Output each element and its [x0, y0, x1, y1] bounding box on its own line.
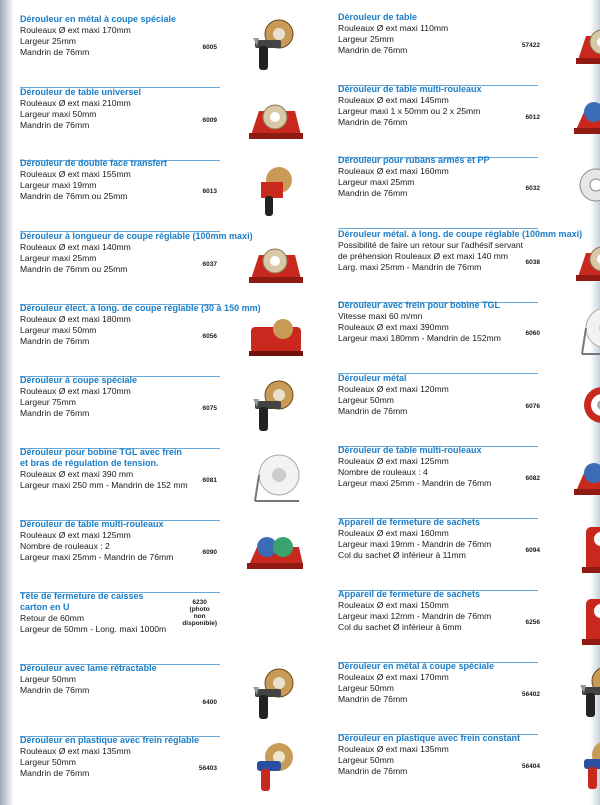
product-entry	[20, 14, 265, 90]
product-title: Dérouleur à coupe spéciale	[20, 375, 138, 385]
product-spec: Mandrin de 76mm	[20, 408, 90, 418]
product-reference-line: 6038	[525, 259, 540, 266]
product-reference	[522, 42, 540, 49]
product-spec: Largeur 50mm	[338, 755, 394, 765]
product-reference	[203, 117, 217, 124]
product-spec: de préhension Rouleaux Ø ext maxi 140 mm	[338, 251, 509, 261]
product-reference-line: 56403	[198, 765, 217, 772]
product-spec: Mandrin de 76mm	[20, 685, 90, 695]
product-reference-line: non	[193, 613, 206, 620]
product-spec: Mandrin de 76mm	[338, 45, 408, 55]
product-spec: Vitesse maxi 60 m/mn	[338, 311, 423, 321]
product-spec: Rouleaux Ø ext maxi 110mm	[338, 23, 449, 33]
product-spec: Nombre de rouleaux : 4	[338, 467, 428, 477]
product-spec: Rouleaux Ø ext maxi 180mm	[20, 314, 131, 324]
product-spec: Rouleaux Ø ext maxi 170mm	[338, 672, 449, 682]
product-spec: Mandrin de 76mm	[338, 188, 408, 198]
pistol-dispenser-icon	[572, 663, 600, 725]
product-spec: Rouleaux Ø ext maxi 170mm	[20, 386, 131, 396]
product-title: Dérouleur en plastique avec frein constant	[338, 733, 521, 743]
product-reference-line: 6230	[192, 599, 207, 606]
product-spec: Nombre de rouleaux : 2	[20, 541, 110, 551]
product-entry	[20, 375, 265, 451]
product-title: carton en U	[20, 602, 70, 612]
product-entry	[338, 733, 588, 805]
bag-sealer-icon	[572, 591, 600, 653]
product-spec: Largeur maxi 25mm - Mandrin de 76mm	[338, 478, 492, 488]
product-reference-line: 6012	[525, 114, 540, 121]
product-spec: Rouleaux Ø ext maxi 140mm	[20, 242, 131, 252]
product-entry	[20, 519, 265, 595]
table-dispenser-icon	[572, 14, 600, 76]
product-spec: Rouleaux Ø ext maxi 210mm	[20, 98, 131, 108]
product-reference-line: 6060	[525, 330, 540, 337]
product-spec: Largeur maxi 25mm	[20, 253, 97, 263]
product-entry	[338, 229, 588, 305]
product-spec: Mandrin de 76mm	[20, 120, 90, 130]
product-spec: Mandrin de 76mm	[20, 47, 90, 57]
product-spec: Largeur maxi 50mm	[20, 325, 97, 335]
product-entry	[20, 663, 265, 739]
product-reference-line: 6005	[202, 44, 217, 51]
product-reference-line: 6009	[202, 117, 217, 124]
product-spec: Largeur maxi 1 x 50mm ou 2 x 25mm	[338, 106, 481, 116]
product-title: Dérouleur de table multi-rouleaux	[338, 445, 482, 455]
product-spec: Rouleaux Ø ext maxi 135mm	[338, 744, 449, 754]
product-spec: Mandrin de 76mm	[338, 117, 408, 127]
multi-roll-dispenser-icon	[245, 521, 307, 583]
plastic-dispenser-icon	[245, 737, 307, 799]
product-spec: Possibilité de faire un retour sur l'adhésif servant	[338, 240, 524, 250]
product-title: Dérouleur de table multi-rouleaux	[20, 519, 164, 529]
product-spec: Col du sachet Ø inférieur à 11mm	[338, 550, 466, 560]
product-spec: Rouleaux Ø ext maxi 390 mm	[20, 469, 134, 479]
metal-dispenser-icon	[572, 375, 600, 437]
product-title: Dérouleur en plastique avec frein réglable	[20, 735, 200, 745]
product-spec: Largeur maxi 12mm - Mandrin de 76mm	[338, 611, 492, 621]
product-spec: Rouleaux Ø ext maxi 160mm	[338, 528, 449, 538]
product-reference	[526, 475, 540, 482]
product-reference	[522, 691, 540, 698]
product-title: Dérouleur à longueur de coupe réglable (100mm maxi)	[20, 231, 253, 241]
product-reference	[526, 259, 540, 266]
product-spec: Rouleaux Ø ext maxi 125mm	[20, 530, 131, 540]
product-title: Dérouleur métal	[338, 373, 407, 383]
left-column	[0, 0, 290, 805]
product-spec: Rouleaux Ø ext maxi 155mm	[20, 169, 131, 179]
product-reference	[182, 599, 217, 627]
product-reference-line: 6256	[525, 619, 540, 626]
product-spec: Largeur 50mm	[20, 757, 76, 767]
product-reference-line: 6037	[202, 261, 217, 268]
product-spec: Mandrin de 76mm	[20, 768, 90, 778]
product-title: et bras de régulation de tension.	[20, 458, 159, 468]
table-dispenser-icon	[245, 89, 307, 151]
product-spec: Retour de 60mm	[20, 613, 85, 623]
product-title: Dérouleur de table multi-rouleaux	[338, 84, 482, 94]
plastic-dispenser-icon	[572, 735, 600, 797]
product-entry	[338, 300, 588, 376]
product-reference	[526, 403, 540, 410]
product-reference	[203, 44, 217, 51]
product-spec: Larg. maxi 25mm - Mandrin de 76mm	[338, 262, 482, 272]
product-spec: Mandrin de 76mm	[338, 694, 408, 704]
product-title: Dérouleur métal. à long. de coupe réglable (100mm maxi)	[338, 229, 583, 239]
product-spec: Rouleaux Ø ext maxi 145mm	[338, 95, 449, 105]
product-spec: Mandrin de 76mm ou 25mm	[20, 264, 128, 274]
product-entry	[20, 87, 265, 163]
product-reference-line: 6013	[202, 188, 217, 195]
product-spec: Mandrin de 76mm	[338, 406, 408, 416]
product-spec: Largeur 50mm	[20, 674, 76, 684]
electric-dispenser-icon	[245, 305, 307, 367]
product-reference	[203, 188, 217, 195]
table-dispenser-icon	[572, 231, 600, 293]
product-entry	[20, 158, 265, 234]
product-spec: Largeur maxi 250 mm - Mandrin de 152 mm	[20, 480, 188, 490]
product-entry	[338, 661, 588, 737]
product-title: Dérouleur pour bobine TGL avec frein	[20, 447, 182, 457]
product-spec: Rouleaux Ø ext maxi 170mm	[20, 25, 131, 35]
table-dispenser-icon	[245, 233, 307, 295]
product-title: Dérouleur avec lame rétractable	[20, 663, 157, 673]
product-spec: Mandrin de 76mm	[338, 766, 408, 776]
product-reference	[526, 114, 540, 121]
product-title: Dérouleur en métal à coupe spéciale	[338, 661, 495, 671]
product-reference-line: 6032	[525, 185, 540, 192]
product-spec: Rouleaux Ø ext maxi 390mm	[338, 322, 449, 332]
transfer-dispenser-icon	[245, 160, 307, 222]
product-reference	[526, 330, 540, 337]
multi-roll-dispenser-icon	[572, 447, 600, 509]
product-title: Dérouleur avec frein pour bobine TGL	[338, 300, 501, 310]
product-spec: Rouleaux Ø ext maxi 160mm	[338, 166, 449, 176]
product-spec: Mandrin de 76mm	[20, 336, 90, 346]
product-entry	[338, 373, 588, 449]
product-reference-line: 6081	[202, 477, 217, 484]
product-spec: Largeur maxi 180mm - Mandrin de 152mm	[338, 333, 501, 343]
product-entry	[20, 447, 265, 523]
product-entry	[338, 445, 588, 521]
product-spec: Largeur 50mm	[338, 395, 394, 405]
product-reference	[203, 477, 217, 484]
product-title: Dérouleur élect. à long. de coupe réglable (30 à 150 mm)	[20, 303, 261, 313]
product-spec: Rouleaux Ø ext maxi 135mm	[20, 746, 131, 756]
metal-frame-dispenser-icon	[572, 157, 600, 219]
product-spec: Largeur maxi 19mm	[20, 180, 97, 190]
product-reference	[526, 619, 540, 626]
product-entry	[20, 303, 265, 379]
product-spec: Largeur 75mm	[20, 397, 76, 407]
product-reference-line: 6094	[525, 547, 540, 554]
product-title: Appareil de fermeture de sachets	[338, 517, 481, 527]
product-reference-line: 6090	[202, 549, 217, 556]
product-reference-line: (photo	[189, 606, 210, 613]
pistol-dispenser-icon	[245, 377, 307, 439]
product-title: Dérouleur en métal à coupe spéciale	[20, 14, 177, 24]
product-reference-line: 6082	[525, 475, 540, 482]
product-entry	[20, 231, 265, 307]
product-spec: Rouleaux Ø ext maxi 120mm	[338, 384, 449, 394]
product-entry	[338, 155, 588, 231]
product-title: Appareil de fermeture de sachets	[338, 589, 481, 599]
product-reference-line: disponible)	[182, 620, 217, 627]
product-spec: Col du sachet Ø inférieur à 6mm	[338, 622, 462, 632]
product-spec: Largeur maxi 19mm - Mandrin de 76mm	[338, 539, 492, 549]
product-title: Dérouleur de table	[338, 12, 418, 22]
product-reference	[203, 333, 217, 340]
product-reference-line: 57422	[521, 42, 540, 49]
product-reference	[203, 261, 217, 268]
product-spec: Largeur maxi 25mm	[338, 177, 415, 187]
product-spec: Mandrin de 76mm ou 25mm	[20, 191, 128, 201]
product-reference	[203, 405, 217, 412]
bobbin-stand-icon	[245, 449, 307, 511]
pistol-dispenser-icon	[245, 665, 307, 727]
product-reference-line: 56404	[521, 763, 540, 770]
product-entry	[20, 591, 265, 667]
product-reference	[526, 185, 540, 192]
product-spec: Rouleaux Ø ext maxi 125mm	[338, 456, 449, 466]
product-reference-line: 6056	[202, 333, 217, 340]
product-reference	[522, 763, 540, 770]
product-entry	[338, 589, 588, 665]
product-entry	[20, 735, 265, 805]
product-reference-line: 6400	[202, 699, 217, 706]
product-title: Tête de fermeture de caisses	[20, 591, 144, 601]
product-reference	[199, 765, 217, 772]
product-reference	[526, 547, 540, 554]
product-title: Dérouleur pour rubans armés et PP	[338, 155, 490, 165]
product-spec: Largeur 25mm	[338, 34, 394, 44]
product-spec: Largeur maxi 50mm	[20, 109, 97, 119]
pistol-dispenser-icon	[245, 16, 307, 78]
product-spec: Largeur 25mm	[20, 36, 76, 46]
product-spec: Largeur maxi 25mm - Mandrin de 76mm	[20, 552, 174, 562]
product-reference-line: 6075	[202, 405, 217, 412]
product-spec: Rouleaux Ø ext maxi 150mm	[338, 600, 449, 610]
product-reference-line: 6076	[525, 403, 540, 410]
product-reference-line: 56402	[521, 691, 540, 698]
product-entry	[338, 84, 588, 160]
bobbin-stand-icon	[572, 302, 600, 364]
product-reference	[203, 549, 217, 556]
product-entry	[338, 12, 588, 88]
right-column	[310, 0, 600, 805]
multi-roll-dispenser-icon	[572, 86, 600, 148]
bag-sealer-icon	[572, 519, 600, 581]
product-title: Dérouleur de double face transfert	[20, 158, 168, 168]
product-reference	[203, 699, 217, 706]
product-spec: Largeur 50mm	[338, 683, 394, 693]
product-spec: Largeur de 50mm - Long. maxi 1000m	[20, 624, 167, 634]
product-entry	[338, 517, 588, 593]
product-title: Dérouleur de table universel	[20, 87, 142, 97]
